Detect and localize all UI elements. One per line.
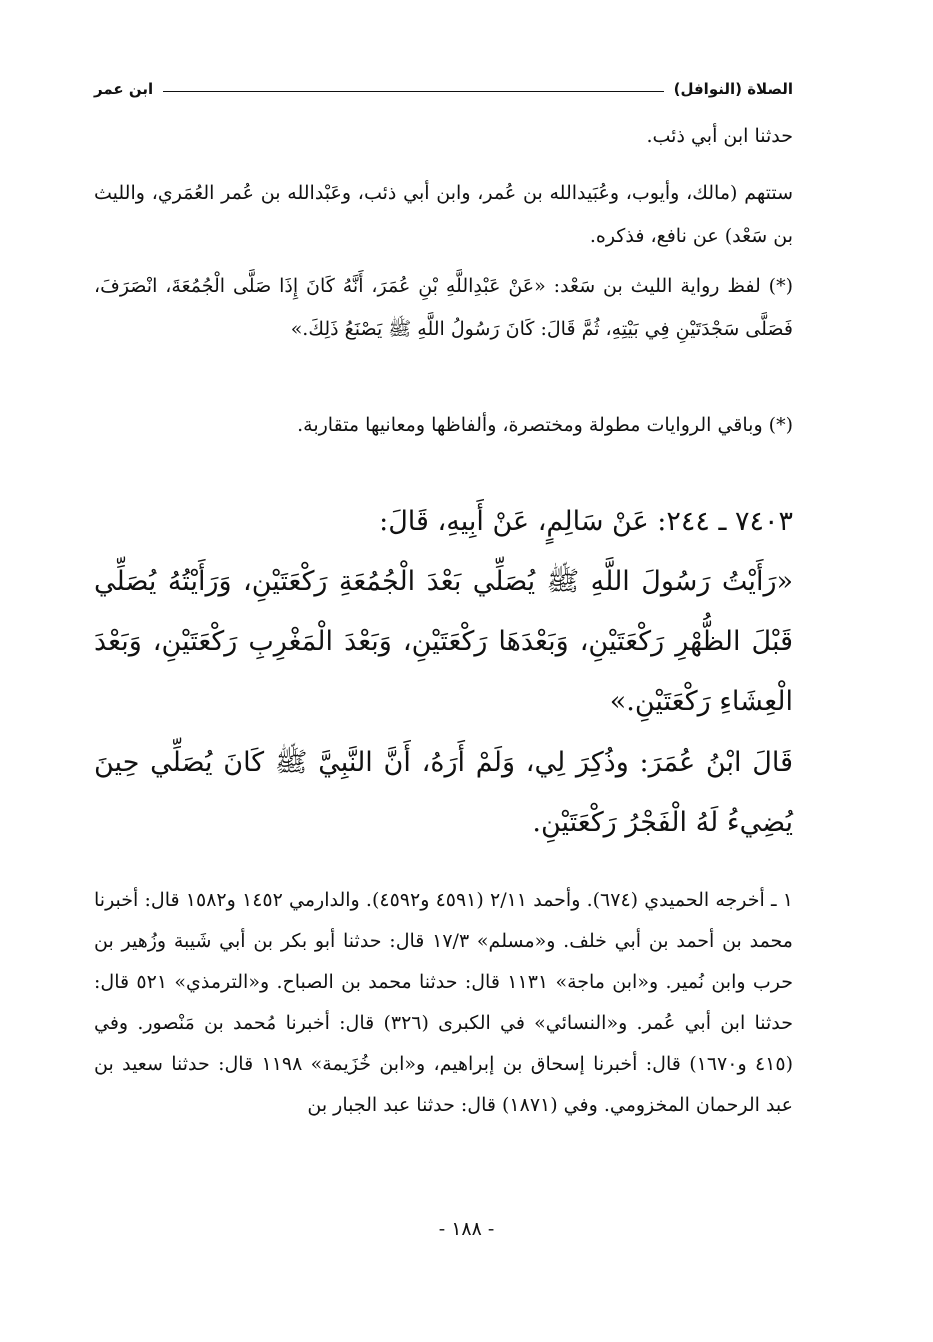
book-title: ابن عمر xyxy=(94,80,154,98)
hadith-text-2: قَالَ ابْنُ عُمَرَ: وذُكِرَ لِي، وَلَمْ أَرَهُ، أَنَّ النَّبِيَّ ﷺ كَانَ يُصَلِّي حِينَ يُضِيءُ لَهُ الْفَجْرُ رَكْعَتَيْنِ. xyxy=(94,747,793,838)
header-rule xyxy=(163,91,663,92)
hadith-text-1: «رَأَيْتُ رَسُولَ اللَّهِ ﷺ يُصَلِّي بَعْدَ الْجُمُعَةِ رَكْعَتَيْنِ، وَرَأَيْتُهُ يُصَلِّي قَبْلَ الظُّهْرِ رَكْعَتَيْنِ، وَبَعْدَهَا رَكْعَتَيْنِ، وَبَعْدَ الْمَغْرِبِ رَكْعَتَيْنِ، وَبَعْدَ الْعِشَاءِ رَكْعَتَيْنِ.» xyxy=(94,566,793,717)
note-line-1: حدثنا ابن أبي ذئب. xyxy=(646,125,793,147)
note-paragraph-other-narrations: (*) وباقي الروايات مطولة ومختصرة، وألفاظها ومعانيها متقاربة. xyxy=(297,414,793,436)
note-paragraph-layth-wording: (*) لفظ رواية الليث بن سَعْد: «عَنْ عَبْدِاللَّهِ بْنِ عُمَرَ، أَنَّهُ كَانَ إِذَا صَلَّى الْجُمُعَةَ، انْصَرَفَ، فَصَلَّى سَجْدَتَيْنِ فِي بَيْتِهِ، ثُمَّ قَالَ: كَانَ رَسُولُ اللَّهِ ﷺ يَصْنَعُ ذَلِكَ.» xyxy=(94,275,793,340)
running-header xyxy=(94,72,793,98)
page-number: - ١٨٨ - xyxy=(438,1218,495,1240)
chapter-title: الصلاة (النوافل) xyxy=(673,80,793,98)
hadith-heading: ٧٤٠٣ ـ ٢٤٤: عَنْ سَالِمٍ، عَنْ أَبِيهِ، قَالَ: xyxy=(379,506,793,537)
footnote: ١ ـ أخرجه الحميدي (٦٧٤). وأحمد ٢/١١ (٤٥٩١ و٤٥٩٢). والدارمي ١٤٥٢ و١٥٨٢ قال: أخبرنا محمد بن أحمد بن أبي خلف. و«مسلم» ١٧/٣ قال: حدثنا أبو بكر بن أبي شَيبة وزُهير بن حرب وابن نُمير. و«ابن ماجة» ١١٣١ قال: حدثنا محمد بن الصباح. و«الترمذي» ٥٢١ قال: حدثنا ابن أبي عُمر. و«النسائي» في الكبرى (٣٢٦) قال: أخبرنا مُحمد بن مَنْصور. وفي (٤١٥ و١٦٧٠) قال: أخبرنا إسحاق بن إبراهيم، و«ابن خُزَيمة» ١١٩٨ قال: حدثنا سعيد بن عبد الرحمان المخزومي. وفي (١٨٧١) قال: حدثنا عبد الجبار بن xyxy=(94,889,794,1116)
note-paragraph-narrators: ستتهم (مالك، وأيوب، وعُبَيدالله بن عُمر، وابن أبي ذئب، وعَبْدالله بن عُمر العُمَري، والليث بن سَعْد) عن نافع، فذكره. xyxy=(94,182,793,247)
